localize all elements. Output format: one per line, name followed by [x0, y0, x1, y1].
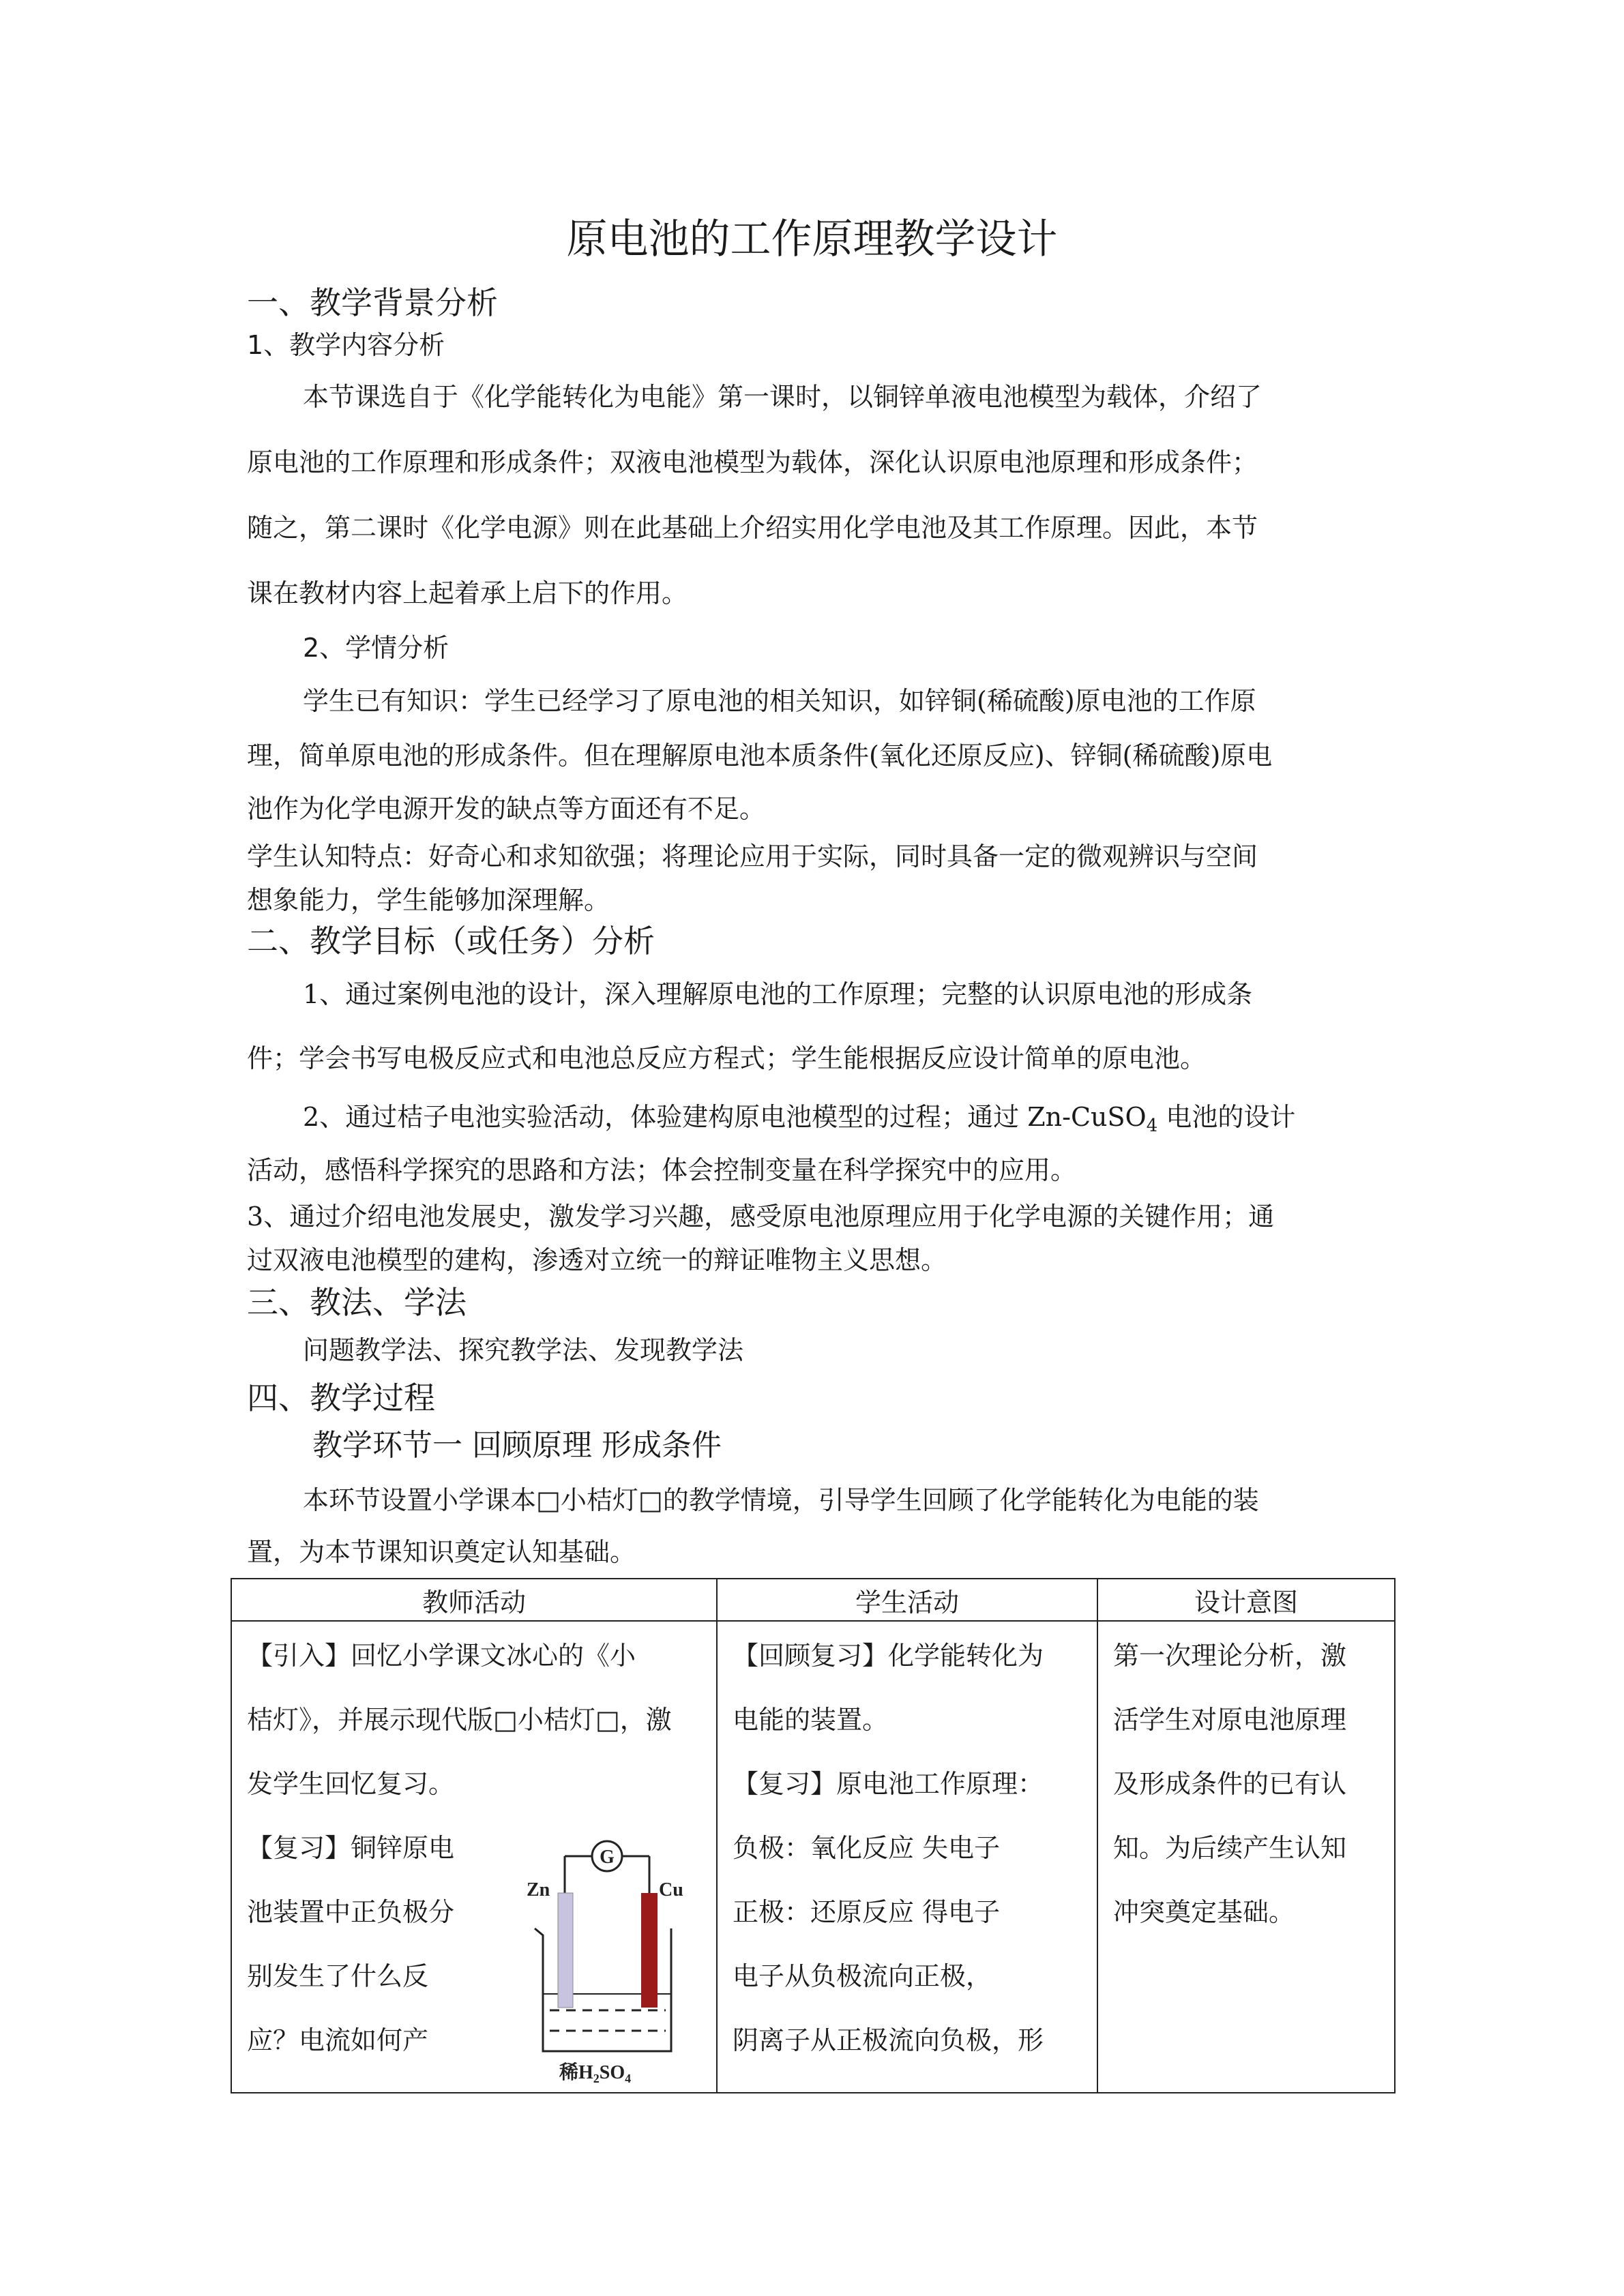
cell-line: 别发生了什么反 — [247, 1961, 429, 1991]
paragraph-line: 本节课选自于《化学能转化为电能》第一课时，以铜锌单液电池模型为载体，介绍了 — [303, 382, 1263, 412]
paragraph-line: 理，简单原电池的形成条件。但在理解原电池本质条件(氧化还原反应)、锌铜(稀硫酸)原电 — [247, 741, 1273, 771]
section-heading-objectives: 二、教学目标（或任务）分析 — [247, 923, 655, 959]
cell-line: 【复习】铜锌原电 — [247, 1833, 455, 1863]
student-activity-cell — [717, 1621, 1097, 2093]
paragraph-line-goal2: 2、通过桔子电池实验活动，体验建构原电池模型的过程；通过 Zn-CuSO$_4$ 电池的设计 — [303, 1102, 1296, 1136]
cell-line: 第一次理论分析，激 — [1113, 1641, 1347, 1671]
cell-line: 电能的装置。 — [733, 1705, 889, 1735]
copper-electrode — [641, 1893, 658, 2008]
paragraph-line: 随之，第二课时《化学电源》则在此基础上介绍实用化学电池及其工作原理。因此，本节 — [247, 513, 1258, 543]
subheading-content-analysis: 1、教学内容分析 — [247, 330, 445, 360]
cell-line: 池装置中正负极分 — [247, 1897, 455, 1927]
section-heading-process: 四、教学过程 — [247, 1380, 435, 1416]
methods-text: 问题教学法、探究教学法、发现教学法 — [303, 1335, 744, 1365]
galvanic-cell-diagram — [525, 1826, 689, 2085]
cell-line: 正极：还原反应 得电子 — [733, 1897, 1001, 1927]
paragraph-line: 活动，感悟科学探究的思路和方法；体会控制变量在科学探究中的应用。 — [247, 1155, 1077, 1185]
cell-line: 【回顾复习】化学能转化为 — [733, 1641, 1044, 1671]
cell-line: 【引入】回忆小学课文冰心的《小 — [247, 1641, 636, 1671]
subheading-learner-analysis: 2、学情分析 — [303, 633, 449, 663]
header-intent: 设计意图 — [1097, 1579, 1395, 1621]
design-intent-cell — [1097, 1621, 1395, 2093]
paragraph-line: 原电池的工作原理和形成条件；双液电池模型为载体，深化认识原电池原理和形成条件； — [247, 447, 1258, 477]
table-header-row — [231, 1579, 1395, 1621]
cell-line: 负极：氧化反应 失电子 — [733, 1833, 1001, 1863]
paragraph-line: 件；学会书写电极反应式和电池总反应方程式；学生能根据反应设计简单的原电池。 — [247, 1043, 1207, 1073]
solution-label: 稀$H_2SO_4$ — [559, 2062, 632, 2085]
cell-line: 及形成条件的已有认 — [1113, 1769, 1347, 1799]
paragraph-line: 置，为本节课知识奠定认知基础。 — [247, 1537, 636, 1567]
header-student: 学生活动 — [717, 1579, 1097, 1621]
paragraph-line: 学生已有知识：学生已经学习了原电池的相关知识，如锌铜(稀硫酸)原电池的工作原 — [303, 686, 1256, 716]
activity-table — [231, 1578, 1396, 2093]
cell-line: 活学生对原电池原理 — [1113, 1705, 1347, 1735]
teacher-activity-cell — [231, 1621, 717, 2093]
zn-label: Zn — [527, 1879, 550, 1900]
cell-line: 冲突奠定基础。 — [1113, 1897, 1295, 1927]
paragraph-line: 1、通过案例电池的设计，深入理解原电池的工作原理；完整的认识原电池的形成条 — [303, 979, 1253, 1009]
cu-label: Cu — [659, 1879, 683, 1900]
zinc-electrode — [558, 1893, 573, 2008]
document-title: 原电池的工作原理教学设计 — [566, 215, 1058, 263]
paragraph-line: 想象能力，学生能够加深理解。 — [247, 885, 610, 915]
table-row — [231, 1621, 1395, 2093]
cell-line: 桔灯》，并展示现代版□小桔灯□，激 — [247, 1705, 672, 1735]
header-teacher: 教师活动 — [231, 1579, 717, 1621]
stage-title: 教学环节一 回顾原理 形成条件 — [312, 1428, 722, 1463]
meter-label: G — [600, 1847, 615, 1868]
cell-line: 电子从负极流向正极， — [733, 1961, 992, 1991]
paragraph-line: 池作为化学电源开发的缺点等方面还有不足。 — [247, 794, 766, 824]
cell-line: 阴离子从正极流向负极，形 — [733, 2025, 1044, 2055]
section-heading-methods: 三、教法、学法 — [247, 1284, 467, 1321]
paragraph-line: 课在教材内容上起着承上启下的作用。 — [247, 578, 688, 608]
cell-line: 应？电流如何产 — [247, 2025, 429, 2055]
cell-line: 【复习】原电池工作原理： — [733, 1769, 1044, 1799]
section-heading-background: 一、教学背景分析 — [247, 284, 498, 321]
paragraph-line: 本环节设置小学课本□小桔灯□的教学情境，引导学生回顾了化学能转化为电能的装 — [303, 1485, 1259, 1515]
paragraph-line: 过双液电池模型的建构，渗透对立统一的辩证唯物主义思想。 — [247, 1245, 947, 1275]
paragraph-line: 学生认知特点：好奇心和求知欲强；将理论应用于实际，同时具备一定的微观辨识与空间 — [247, 841, 1258, 871]
cell-line: 发学生回忆复习。 — [247, 1769, 455, 1799]
paragraph-line: 3、通过介绍电池发展史，激发学习兴趣，感受原电池原理应用于化学电源的关键作用；通 — [247, 1202, 1275, 1232]
cell-line: 知。为后续产生认知 — [1113, 1833, 1347, 1863]
